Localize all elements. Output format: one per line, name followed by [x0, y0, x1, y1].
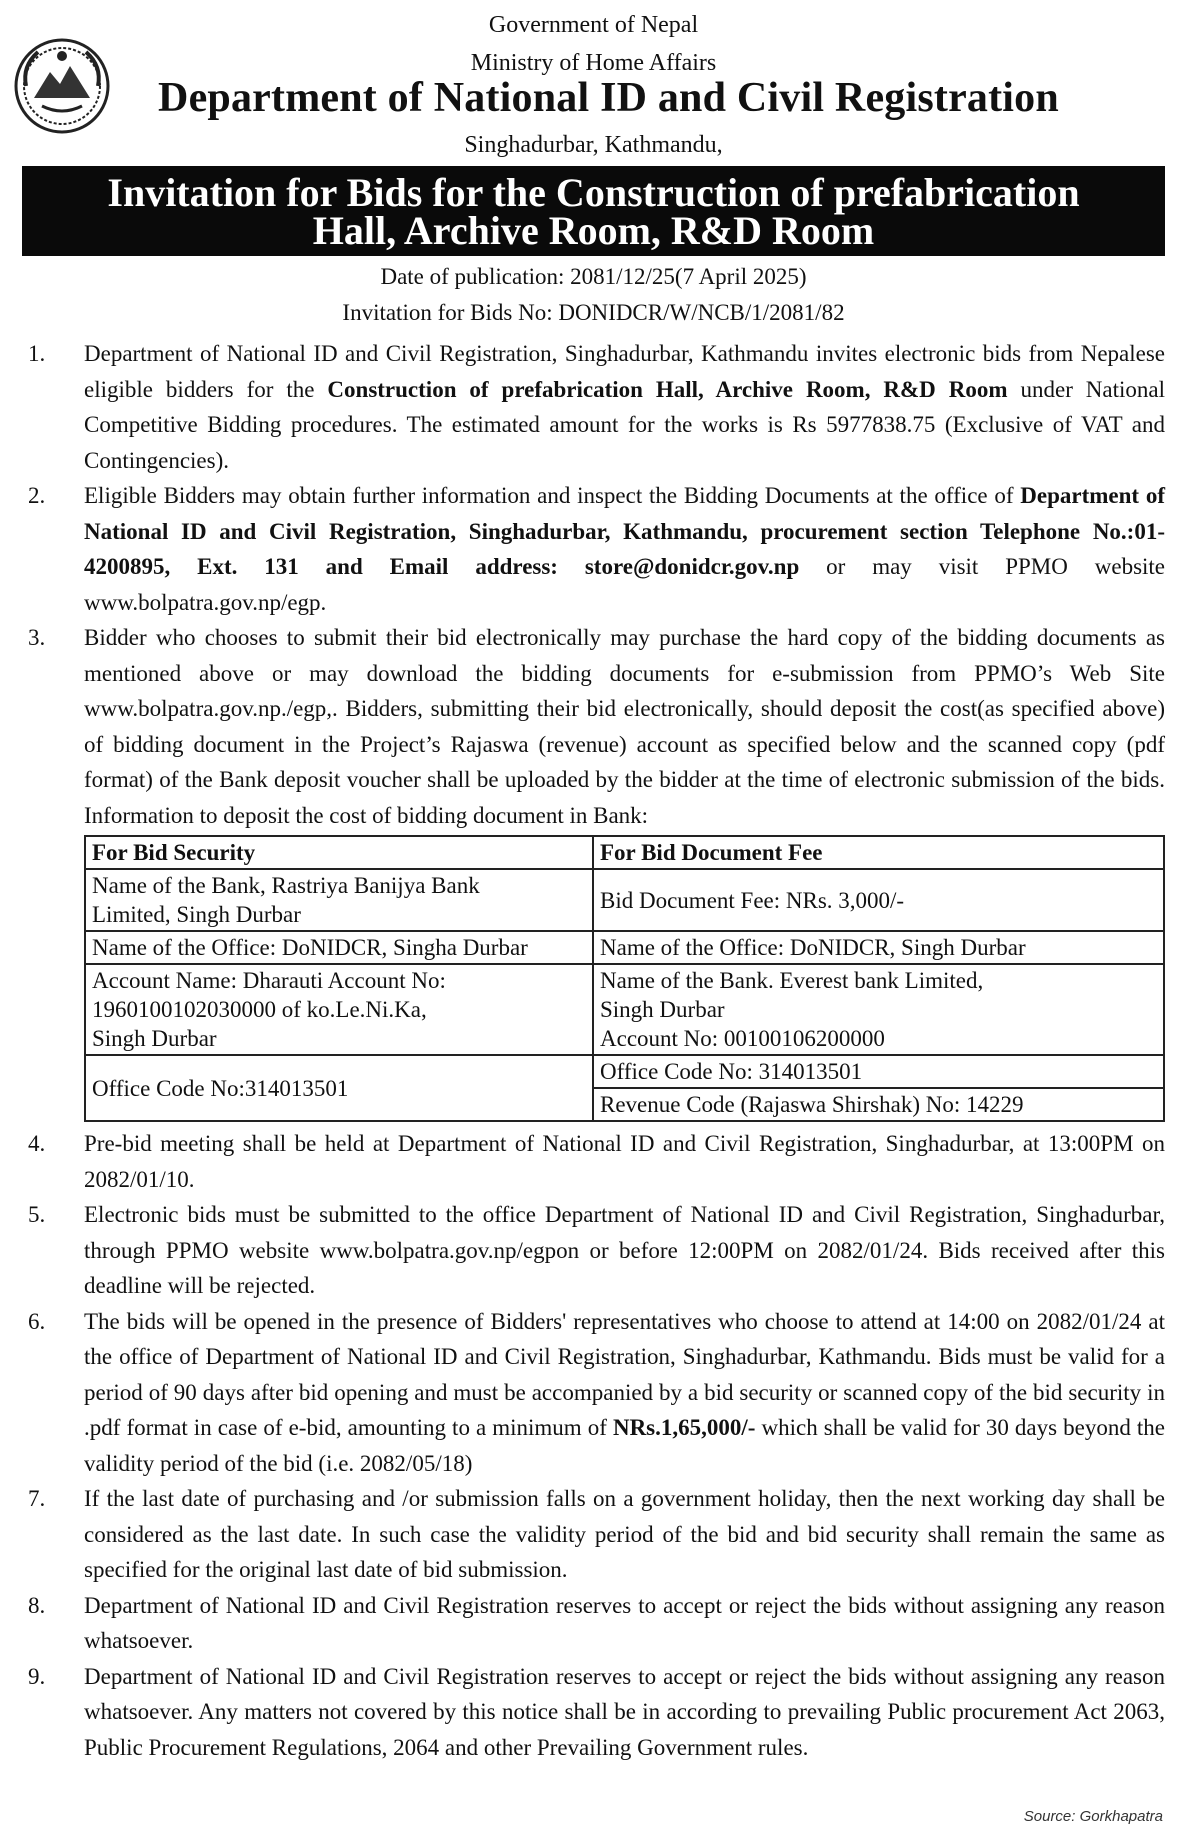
- list-item: [22, 1588, 1165, 1659]
- item-number: 8.: [28, 1592, 46, 1618]
- publication-date: Date of publication: 2081/12/25(7 April 2025): [380, 264, 807, 289]
- item-number: 2.: [28, 483, 46, 508]
- bank-info-table: [84, 835, 1165, 1122]
- list-item: [22, 620, 1165, 833]
- ifb-number: Invitation for Bids No: DONIDCR/W/NCB/1/2081/82: [342, 300, 845, 325]
- item-text-part: Eligible Bidders may obtain further information and inspect the Bidding Documents at the office of: [84, 483, 1021, 508]
- item-text: Department of National ID and Civil Registration reserves to accept or reject the bids without assigning any reason whatsoever.: [84, 1592, 1165, 1653]
- table-cell: [85, 869, 593, 931]
- item-number: 7.: [28, 1486, 46, 1511]
- item-number: 3.: [28, 625, 46, 650]
- department-name: Department of National ID and Civil Registration: [158, 75, 1059, 121]
- notice-header: [22, 8, 1165, 158]
- item-number: 1.: [28, 341, 46, 366]
- item-text: If the last date of purchasing and /or submission falls on a government holiday, then the next working day shall be considered as the last date. In such case the validity period of the bid and bid security shall remain the same as specified for the original last date of bid submission.: [84, 1486, 1165, 1582]
- item-text-part: or may visit PPMO website www.bolpatra.gov.np/egp.: [84, 554, 1166, 615]
- table-row: [85, 869, 1164, 931]
- notice-page: [22, 8, 1166, 1760]
- item-text: Electronic bids must be submitted to the office Department of National ID and Civil Registration, Singhadurbar, through PPMO website www.bolpatra.gov.np/egpon or before 12:00PM on 2082/01/24. Bids received after this deadline will be rejected.: [84, 1202, 1165, 1298]
- table-row: [85, 964, 1164, 1055]
- source-credit: Source: Gorkhapatra: [1023, 1808, 1163, 1825]
- item-text-part: The bids will be opened in the presence of Bidders' representatives who choose to attend at 14:00 on 2082/01/24 at the office of Department of National ID and Civil Registration, Singhadurbar, Kathmandu. Bids must be valid for a period of 90 days after bid opening and must be accompanied by a bid security or scanned copy of the bid security in .pdf format in case of e-bid, amounting to a minimum of: [84, 1308, 1165, 1440]
- item-text: [84, 478, 1165, 620]
- item-text-part: under National Competitive Bidding procedures. The estimated amount for the works is Rs 5977838.75 (Exclusive of VAT and Contingencies).: [84, 376, 1166, 473]
- list-item: [22, 1481, 1165, 1588]
- list-item: [22, 1126, 1165, 1197]
- item-text-bold: NRs.1,65,000/-: [612, 1415, 756, 1440]
- item-number: 6.: [28, 1308, 46, 1334]
- table-header-bid-fee: For Bid Document Fee: [593, 836, 1164, 869]
- table-cell: [85, 964, 593, 1055]
- title-line-1: Invitation for Bids for the Construction of prefabrication: [107, 170, 1080, 215]
- list-item: [22, 1197, 1165, 1304]
- list-item: [22, 1304, 1165, 1482]
- cell-line: Singh Durbar: [92, 1026, 217, 1051]
- table-cell: Office Code No:314013501: [85, 1055, 593, 1121]
- item-number: 5.: [28, 1202, 46, 1227]
- item-text: Department of National ID and Civil Registration reserves to accept or reject the bids without assigning any reason whatsoever. Any matters not covered by this notice shall be in according to prevailing Public procurement Act 2063, Public Procurement Regulations, 2064 and other Prevailing Government rules.: [84, 1663, 1165, 1760]
- table-cell: Name of the Office: DoNIDCR, Singha Durbar: [85, 931, 593, 964]
- notice-body: [22, 336, 1165, 1765]
- cell-line: Name of the Bank, Rastriya Banijya Bank: [92, 873, 480, 898]
- table-row: [85, 836, 1164, 869]
- cell-line: Account No: 00100106200000: [600, 1026, 885, 1051]
- item-text: Pre-bid meeting shall be held at Department of National ID and Civil Registration, Singhadurbar, at 13:00PM on 2082/01/10.: [84, 1131, 1165, 1192]
- table-header-bid-security: For Bid Security: [85, 836, 593, 869]
- list-item: [22, 1659, 1165, 1766]
- item-text-part: Department of National ID and Civil Registration, Singhadurbar, Kathmandu invites electronic bids from Nepalese eligible bidders for the: [84, 341, 1165, 402]
- table-cell: [593, 964, 1164, 1055]
- table-cell: Office Code No: 314013501: [593, 1055, 1164, 1088]
- table-row: [85, 1055, 1164, 1088]
- notice-title: [22, 166, 1165, 256]
- table-row: [85, 931, 1164, 964]
- item-text-part: which shall be valid for 30 days beyond the validity period of the bid (i.e. 2082/05/18): [84, 1415, 1165, 1476]
- table-cell: Bid Document Fee: NRs. 3,000/-: [593, 869, 1164, 931]
- item-number: 9.: [28, 1663, 46, 1689]
- item-text-bold: Construction of prefabrication Hall, Archive Room, R&D Room: [327, 376, 1008, 402]
- item-text-bold: Department of National ID and Civil Registration, Singhadurbar, Kathmandu, procurement section Telephone No.:01-4200895, Ext. 131 and Email address: store@donidcr.gov.np: [84, 483, 1165, 579]
- list-item: [22, 336, 1165, 478]
- cell-line: Singh Durbar: [600, 997, 725, 1022]
- title-line-2: Hall, Archive Room, R&D Room: [312, 208, 875, 253]
- ministry-name: Ministry of Home Affairs: [470, 50, 717, 76]
- item-text: [84, 336, 1165, 478]
- cell-line: Limited, Singh Durbar: [92, 902, 301, 927]
- item-number: 4.: [28, 1131, 46, 1156]
- government-name: Government of Nepal: [488, 12, 699, 38]
- item-text: Bidder who chooses to submit their bid electronically may purchase the hard copy of the bidding documents as mentioned above or may download the bidding documents for e-submission from PPMO’s Web Site www.bolpatra.gov.np./egp,. Bidders, submitting their bid electronically, should deposit the cost(as specified above) of bidding document in the Project’s Rajaswa (revenue) account as specified below and the scanned copy (pdf format) of the Bank deposit voucher shall be uploaded by the bidder at the time of electronic submission of the bids. Information to deposit the cost of bidding document in Bank:: [84, 625, 1165, 828]
- table-cell: Revenue Code (Rajaswa Shirshak) No: 14229: [593, 1088, 1164, 1121]
- department-address: Singhadurbar, Kathmandu,: [464, 132, 723, 158]
- list-item: [22, 478, 1165, 620]
- table-cell: Name of the Office: DoNIDCR, Singh Durbar: [593, 931, 1164, 964]
- cell-line: Name of the Bank. Everest bank Limited,: [600, 968, 984, 993]
- item-text: [84, 1304, 1165, 1482]
- cell-line: 1960100102030000 of ko.Le.Ni.Ka,: [92, 997, 427, 1022]
- cell-line: Account Name: Dharauti Account No:: [92, 968, 446, 993]
